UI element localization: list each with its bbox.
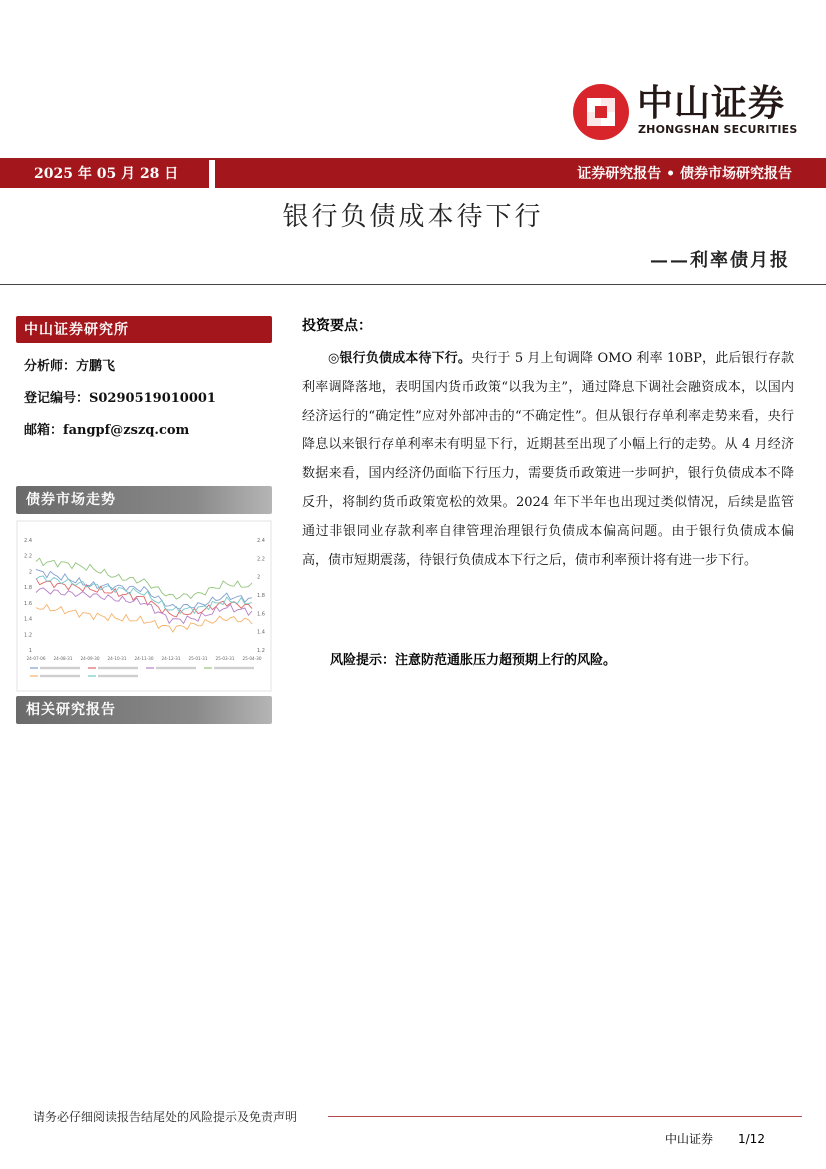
related-section-title: 相关研究报告 [26,702,116,718]
y-tick-label: 1.6 [24,600,32,607]
report-title: 银行负债成本待下行 [282,202,544,232]
x-tick-label: 25-03-31 [215,656,235,661]
x-tick-label: 24-09-30 [80,656,100,661]
x-tick-label: 25-01-31 [188,656,208,661]
body-text: 央行于 5 月上旬调降 OMO 利率 10BP，此后银行存款利率调降落地，表明国内货币政策“以我为主”，通过降息下调社会融资成本，以国内经济运行的“确定性”应对外部冲击的“不确定性”。但从银行存单利率走势来看，央行降息以来银行存单利率未有明显下行，近期甚至出现了小幅上行的走势。从 4 月经济数据来看，国内经济仍面临下行压力，需要货币政策进一步呵护，银行负债成本不降反升，将制约货币政策宽松的效果。2024 年下半年也出现过类似情况，后续是监管通过非银同业存款利率自律管理治理银行负债成本偏高问题。由于银行负债成本偏高，债市短期震荡，待银行负债成本下行之后，债市利率预计将有进一步下行。 [302,351,794,568]
market-section-title: 债券市场走势 [26,492,116,508]
disclaimer: 请务必仔细阅读报告结尾处的风险提示及免责声明 [33,1110,298,1124]
legend-entry [40,667,80,669]
x-tick-label: 25-04-30 [242,656,262,661]
y-tick-label: 1.4 [24,616,32,623]
report-subtitle: ——利率债月报 [650,250,790,271]
zhongshan-logo-icon [571,82,631,142]
body-paragraph [302,345,794,575]
section-title: 投资要点： [302,318,372,334]
footer-line [328,1116,802,1117]
y-right-tick-label: 1.2 [257,648,265,654]
x-tick-label: 24-07-06 [26,656,46,661]
y-right-tick-label: 1.8 [257,593,265,599]
y-right-tick-label: 1.6 [257,611,265,618]
y-tick-label: 2 [28,569,32,576]
logo-chinese-name: 中山证券 [637,83,786,124]
company-logo [571,82,803,142]
y-right-tick-label: 2.2 [257,556,265,563]
x-tick-label: 24-10-31 [107,656,127,661]
lead-sentence: ◎银行负债成本待下行。 [328,351,472,366]
y-right-tick-label: 1.4 [257,629,265,636]
report-type: 证券研究报告 • 债券市场研究报告 [577,166,792,182]
x-tick-label: 24-12-31 [161,656,181,661]
analyst-email: 邮箱：fangpf@zszq.com [24,423,190,438]
legend-entry [156,667,196,669]
institute-name: 中山证券研究所 [24,322,129,338]
y-tick-label: 1 [28,648,32,654]
x-tick-label: 24-08-31 [53,656,73,661]
y-right-tick-label: 2 [257,574,261,581]
legend-entry [98,667,138,669]
legend-entry [98,675,138,677]
analyst-name: 分析师：方鹏飞 [24,359,116,374]
x-tick-label: 24-11-30 [134,656,154,661]
chart-frame [17,521,271,691]
y-tick-label: 1.2 [24,632,32,639]
y-right-tick-label: 2.4 [257,538,265,544]
y-tick-label: 2.4 [24,538,32,544]
y-tick-label: 1.8 [24,585,32,592]
legend-entry [40,675,80,677]
y-tick-label: 2.2 [24,553,32,560]
footer-company: 中山证券 [665,1132,714,1146]
logo-english-name: ZHONGSHAN SECURITIES [638,123,798,136]
registration-number: 登记编号：S0290519010001 [24,391,216,406]
bond-market-chart [16,520,272,692]
report-date: 2025 年 05 月 28 日 [34,166,179,182]
title-divider [0,284,826,285]
risk-warning: 风险提示：注意防范通胀压力超预期上行的风险。 [330,653,617,668]
legend-entry [214,667,254,669]
page-number: 1/12 [738,1132,765,1146]
